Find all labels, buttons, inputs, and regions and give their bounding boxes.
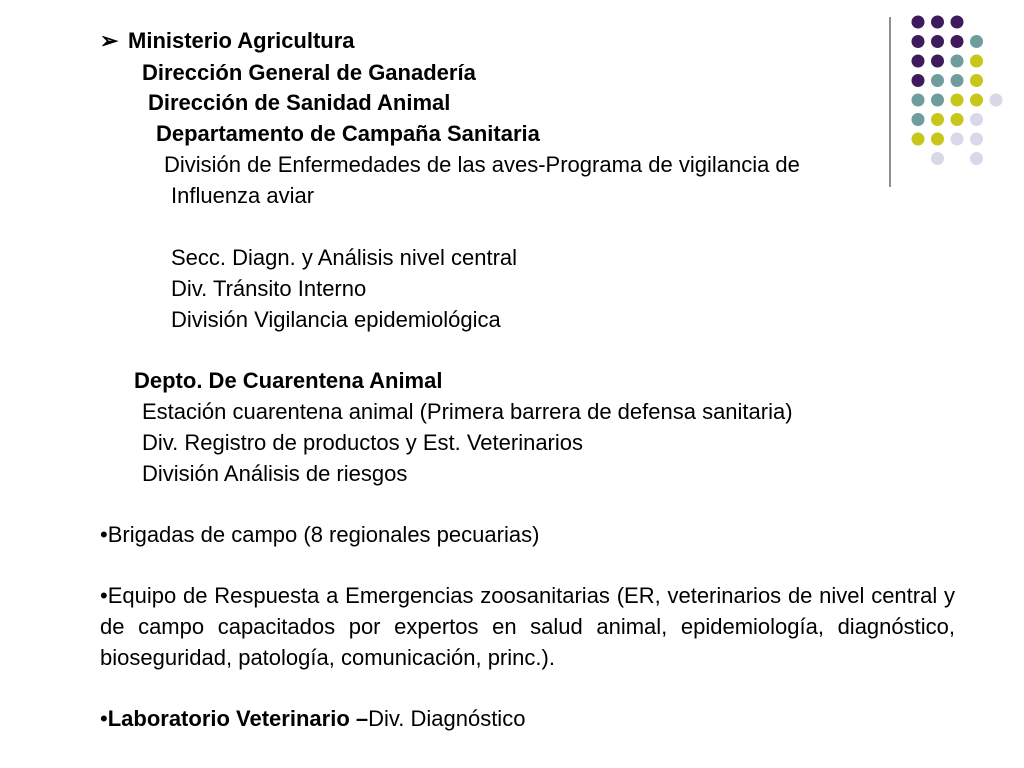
- decorative-dot: [970, 35, 983, 48]
- decorative-dot: [912, 94, 925, 107]
- decorative-dot: [970, 152, 983, 165]
- decorative-dot: [931, 133, 944, 146]
- arrow-bullet-icon: ➢: [100, 28, 119, 53]
- decorative-dot: [931, 55, 944, 68]
- decorative-dot: [931, 74, 944, 87]
- dot-bullet-icon: •: [100, 583, 108, 608]
- decorative-dot: [970, 94, 983, 107]
- decorative-dot: [951, 55, 964, 68]
- decorative-dot: [970, 113, 983, 126]
- text-division-vigilancia: División Vigilancia epidemiológica: [171, 307, 501, 332]
- text-div-registro: Div. Registro de productos y Est. Veterinarios: [142, 430, 584, 455]
- text-division-riesgos: División Análisis de riesgos: [142, 461, 408, 486]
- heading-direccion-ganaderia: Dirección General de Ganadería: [142, 60, 476, 85]
- decorative-dot: [951, 94, 964, 107]
- decorative-dot: [990, 94, 1003, 107]
- text-division-aves: División de Enfermedades de las aves-Programa de vigilancia de: [164, 152, 800, 177]
- bullet-equipo: •Equipo de Respuesta a Emergencias zoosanitarias (ER, veterinarios de nivel central y de campo capacitados por expertos en salud animal, epidemiología, diagnóstico, bioseguridad, patología, comunicación, princ.).: [100, 583, 955, 670]
- decorative-dot: [970, 74, 983, 87]
- dot-bullet-icon: •: [100, 706, 108, 731]
- bullet-brigadas: •Brigadas de campo (8 regionales pecuarias): [100, 522, 540, 547]
- decorative-dot: [951, 35, 964, 48]
- decorative-dot: [951, 16, 964, 29]
- decorative-dot: [970, 55, 983, 68]
- decorative-dot: [912, 113, 925, 126]
- decorative-dot: [912, 133, 925, 146]
- text-estacion-cuarentena: Estación cuarentena animal (Primera barrera de defensa sanitaria): [142, 399, 793, 424]
- text-secc-diagn: Secc. Diagn. y Análisis nivel central: [171, 245, 518, 270]
- decorative-dot: [912, 35, 925, 48]
- text-div-transito: Div. Tránsito Interno: [171, 276, 367, 301]
- decorative-dot: [931, 16, 944, 29]
- decorative-dot: [912, 55, 925, 68]
- decorative-dot: [951, 74, 964, 87]
- bullet-laboratorio: •Laboratorio Veterinario –Div. Diagnóstico: [100, 706, 526, 731]
- decorative-dot: [951, 133, 964, 146]
- heading-direccion-sanidad: Dirección de Sanidad Animal: [148, 90, 451, 115]
- decorative-dot: [931, 113, 944, 126]
- decorative-dot: [912, 16, 925, 29]
- dot-bullet-icon: •: [100, 522, 108, 547]
- heading-ministerio: ➢ Ministerio Agricultura: [100, 28, 355, 53]
- text-influenza-aviar: Influenza aviar: [171, 183, 315, 208]
- decorative-dot: [931, 152, 944, 165]
- decorative-dot: [931, 35, 944, 48]
- decorative-dot: [970, 133, 983, 146]
- heading-departamento-campana: Departamento de Campaña Sanitaria: [156, 121, 540, 146]
- decorative-dot: [912, 74, 925, 87]
- decorative-dot: [931, 94, 944, 107]
- decorative-dot: [951, 113, 964, 126]
- heading-cuarentena: Depto. De Cuarentena Animal: [134, 368, 443, 393]
